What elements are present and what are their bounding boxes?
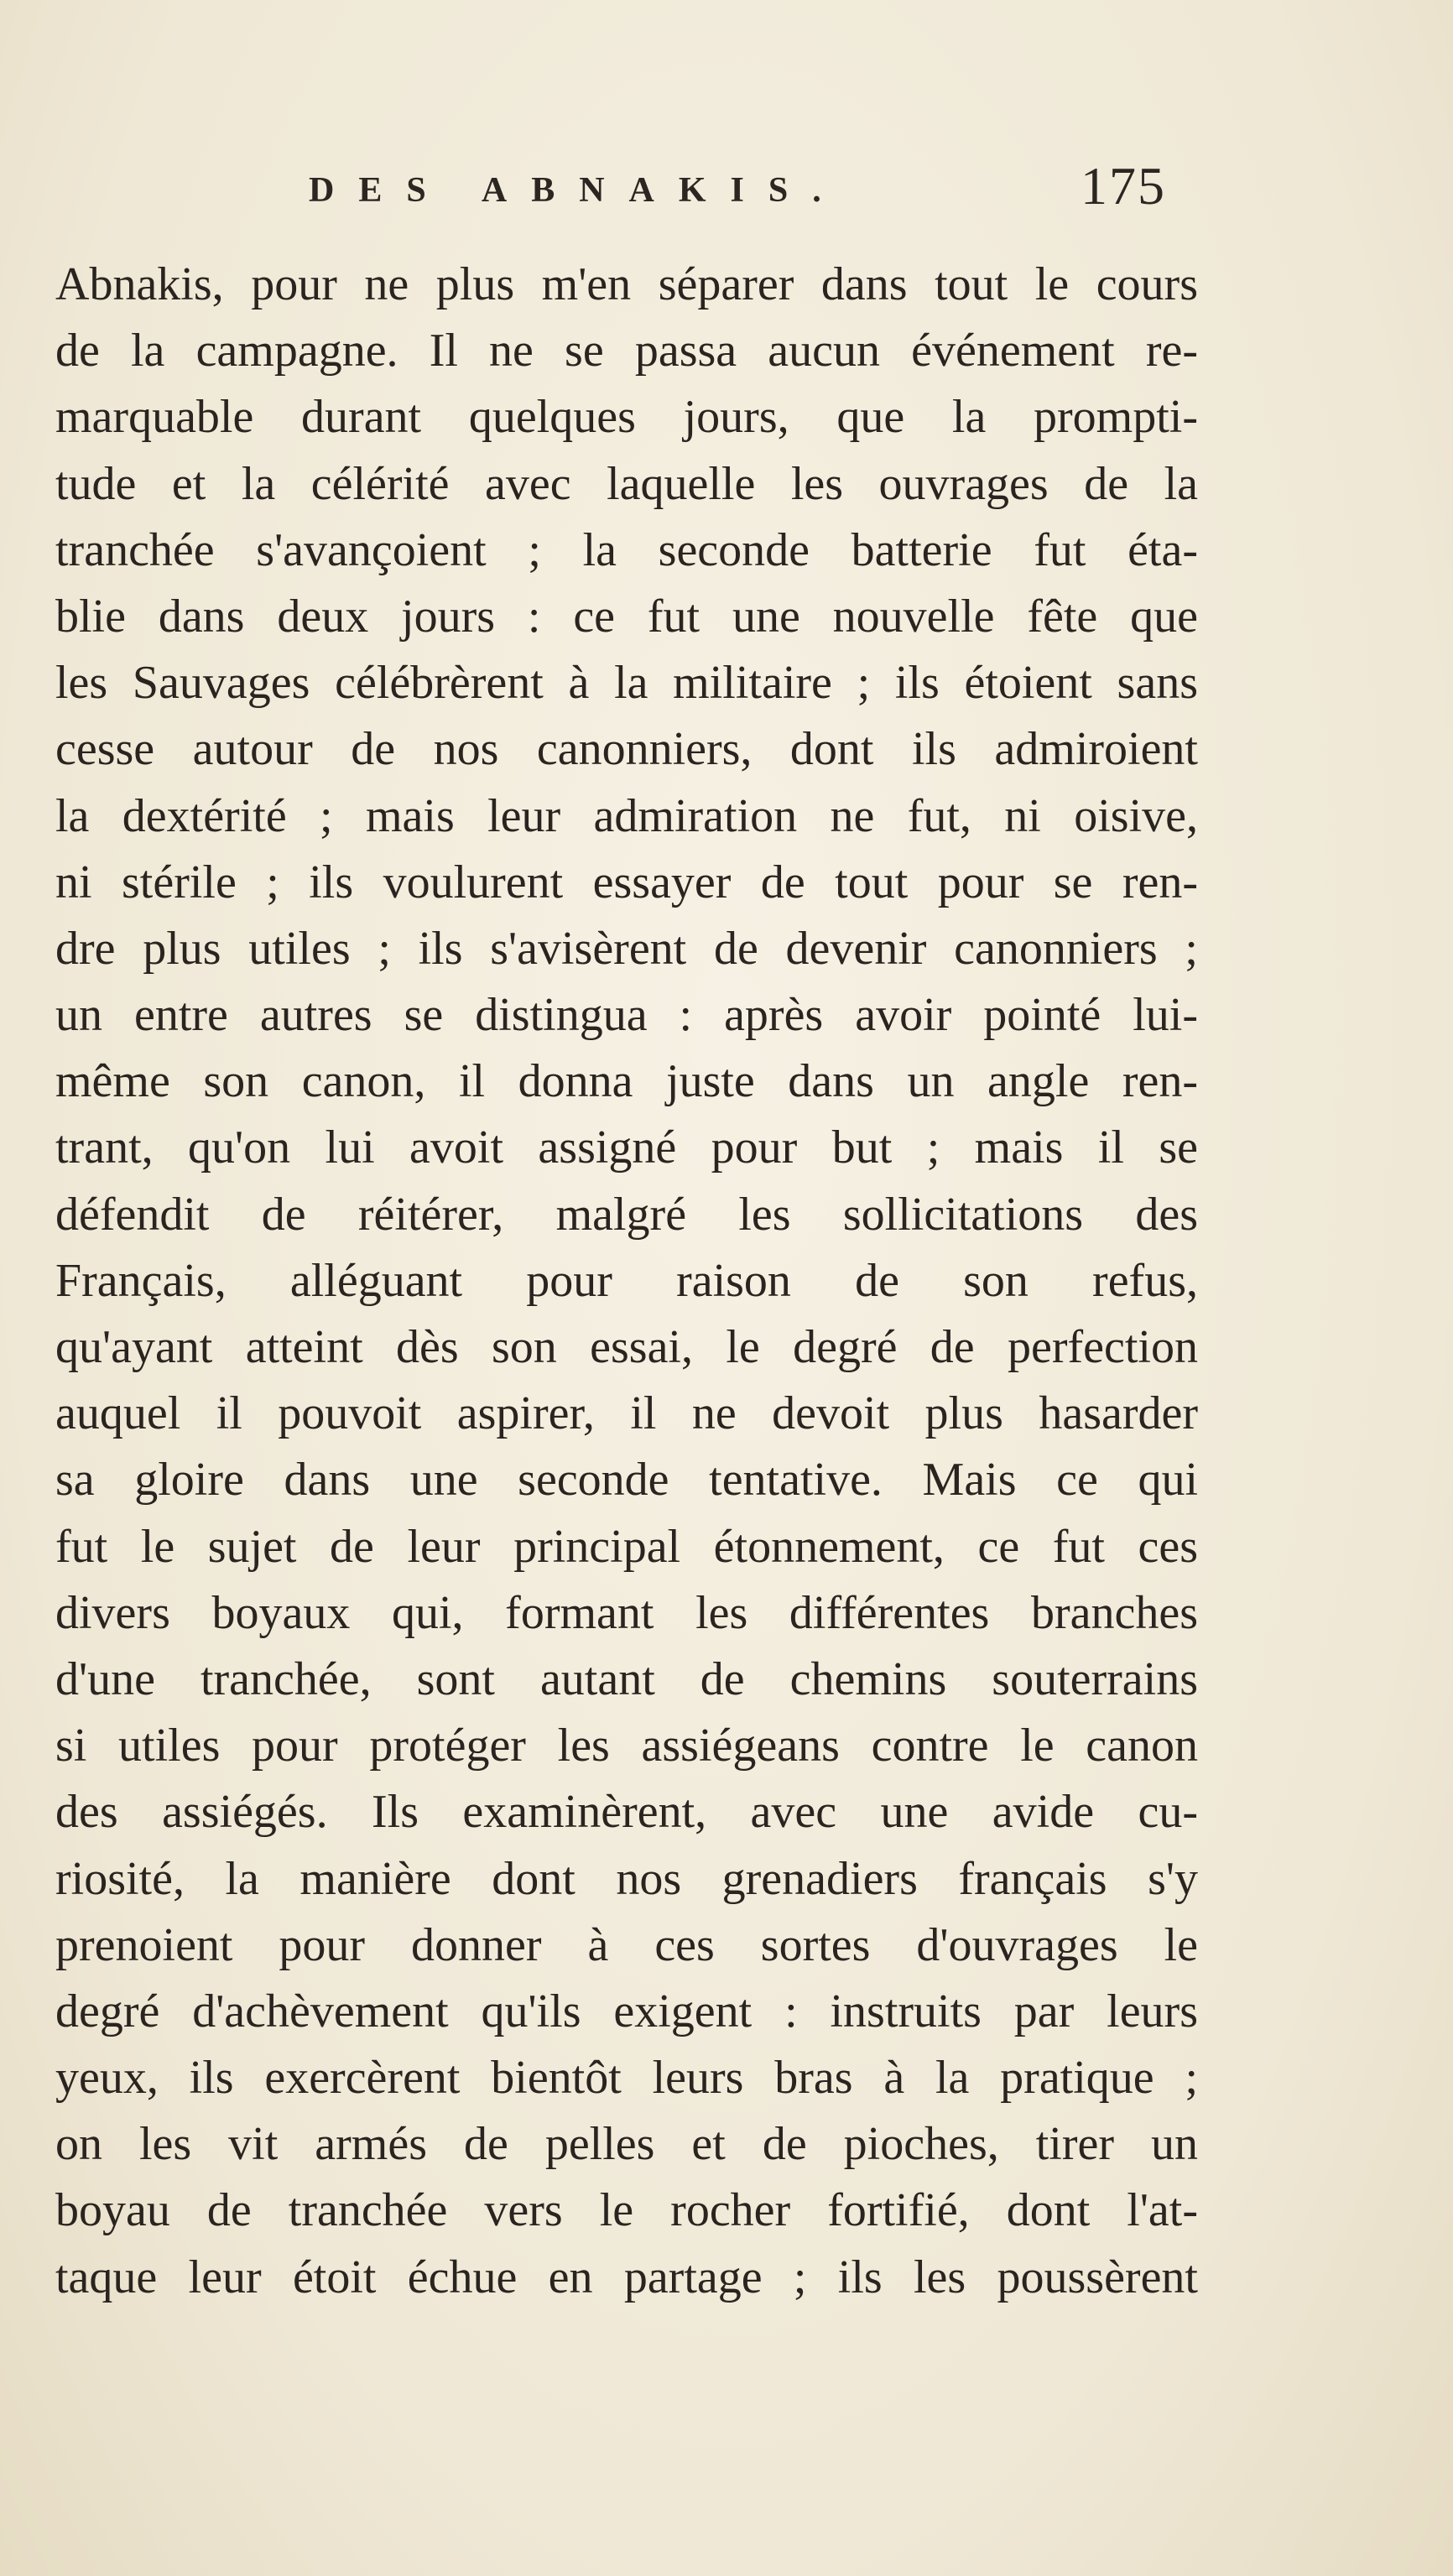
text-line: Français, alléguant pour raison de son refus,: [55, 1254, 1198, 1307]
text-line: divers boyaux qui, formant les différentes branches: [55, 1586, 1198, 1639]
page-number: 175: [1081, 156, 1166, 216]
text-line: fut le sujet de leur principal étonnement, ce fut ces: [55, 1520, 1198, 1573]
text-line: des assiégés. Ils examinèrent, avec une avide cu-: [55, 1786, 1198, 1839]
text-line: auquel il pouvoit aspirer, il ne devoit plus hasarder: [55, 1387, 1198, 1440]
text-line: riosité, la manière dont nos grenadiers français s'y: [55, 1852, 1198, 1905]
text-line: les Sauvages célébrèrent à la militaire ; ils étoient sans: [55, 657, 1198, 710]
text-line: de la campagne. Il ne se passa aucun événement re-: [55, 325, 1198, 377]
text-line: trant, qu'on lui avoit assigné pour but ; mais il se: [55, 1121, 1198, 1174]
text-line: défendit de réitérer, malgré les sollicitations des: [55, 1188, 1198, 1241]
text-line: si utiles pour protéger les assiégeans contre le canon: [55, 1720, 1198, 1772]
text-line: marquable durant quelques jours, que la prompti-: [55, 391, 1198, 444]
text-line: blie dans deux jours : ce fut une nouvelle fête que: [55, 590, 1198, 643]
text-line: cesse autour de nos canonniers, dont ils admiroient: [55, 723, 1198, 776]
running-head: DES ABNAKIS.: [309, 171, 846, 210]
page-header: [0, 155, 1453, 222]
text-line: qu'ayant atteint dès son essai, le degré de perfection: [55, 1321, 1198, 1373]
text-line: boyau de tranchée vers le rocher fortifié, dont l'at-: [55, 2184, 1198, 2237]
text-line: yeux, ils exercèrent bientôt leurs bras à la pratique ;: [55, 2052, 1198, 2105]
text-line: un entre autres se distingua : après avoir pointé lui-: [55, 989, 1198, 1042]
text-line: tranchée s'avançoient ; la seconde batterie fut éta-: [55, 523, 1198, 576]
text-line: taque leur étoit échue en partage ; ils les poussèrent: [55, 2251, 1198, 2303]
text-line: sa gloire dans une seconde tentative. Mais ce qui: [55, 1454, 1198, 1507]
text-line: ni stérile ; ils voulurent essayer de tout pour se ren-: [55, 856, 1198, 908]
body-text: [55, 252, 1198, 2311]
text-line: on les vit armés de pelles et de pioches, tirer un: [55, 2118, 1198, 2171]
text-line: Abnakis, pour ne plus m'en séparer dans tout le cours: [55, 258, 1198, 310]
text-line: dre plus utiles ; ils s'avisèrent de devenir canonniers ;: [55, 922, 1198, 975]
text-line: même son canon, il donna juste dans un angle ren-: [55, 1055, 1198, 1108]
text-line: prenoient pour donner à ces sortes d'ouvrages le: [55, 1918, 1198, 1971]
text-line: la dextérité ; mais leur admiration ne fut, ni oisive,: [55, 789, 1198, 842]
text-line: tude et la célérité avec laquelle les ouvrages de la: [55, 457, 1198, 510]
text-line: d'une tranchée, sont autant de chemins souterrains: [55, 1652, 1198, 1705]
text-line: degré d'achèvement qu'ils exigent : instruits par leurs: [55, 1985, 1198, 2037]
